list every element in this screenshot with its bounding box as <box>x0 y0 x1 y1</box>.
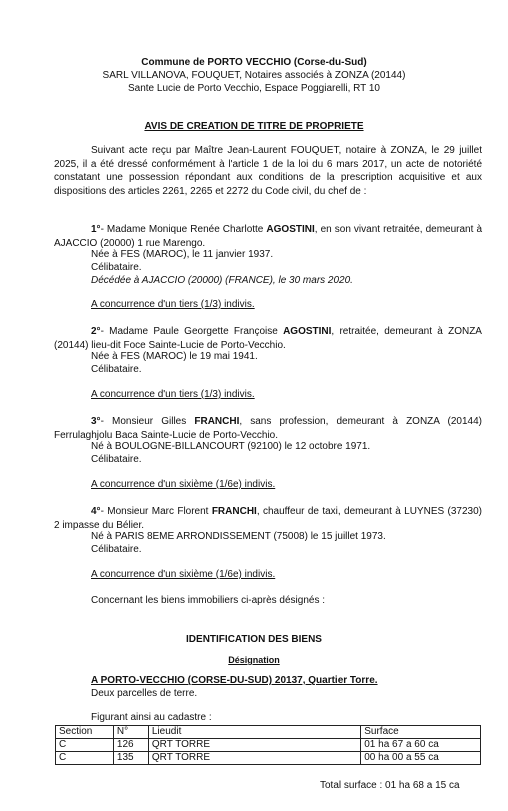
person-2-status: Célibataire. <box>91 364 142 375</box>
table-header-row <box>56 726 481 739</box>
notary-address: Sante Lucie de Porto Vecchio, Espace Poggiarelli, RT 10 <box>127 83 380 94</box>
notary-office: SARL VILLANOVA, FOUQUET, Notaires associés à ZONZA (20144) <box>102 70 406 81</box>
person-1-status: Célibataire. <box>91 262 142 273</box>
table-row <box>56 752 481 765</box>
document-title: AVIS DE CREATION DE TITRE DE PROPRIETE <box>144 121 364 132</box>
person-3-number: 3° <box>91 416 101 427</box>
person-3-status: Célibataire. <box>91 454 142 465</box>
person-3-paragraph <box>54 415 482 442</box>
person-1-surname: AGOSTINI <box>266 224 315 235</box>
property-location: A PORTO-VECCHIO (CORSE-DU-SUD) 20137, Quartier Torre. <box>91 675 378 686</box>
person-2-suffix: , retraitée, demeurant à ZONZA (20144) lieu-dit Foce Sainte-Lucie de Porto-Vecchio. <box>54 326 482 351</box>
person-4-paragraph <box>54 505 482 532</box>
property-description: Deux parcelles de terre. <box>91 688 198 699</box>
person-4-suffix: , chauffeur de taxi, demeurant à LUYNES (37230) 2 impasse du Bélier. <box>54 506 482 531</box>
total-surface: Total surface : 01 ha 68 a 15 ca <box>320 780 460 791</box>
person-4-prefix: - Monsieur Marc Florent <box>100 506 212 517</box>
cadastre-table <box>55 725 481 765</box>
person-2-birth: Née à FES (MAROC) le 19 mai 1941. <box>91 351 258 362</box>
commune-heading: Commune de PORTO VECCHIO (Corse-du-Sud) <box>141 57 367 68</box>
person-2-paragraph <box>54 325 482 352</box>
person-3-suffix: , sans profession, demeurant à ZONZA (20144) Ferrulaghjolu Baca Sainte-Lucie de Porto-Vecchio. <box>54 416 482 441</box>
cell-lieudit: QRT TORRE <box>148 739 360 752</box>
person-4-number: 4° <box>91 506 101 517</box>
header-surface: Surface <box>361 726 481 739</box>
person-4-share: A concurrence d'un sixième (1/6e) indivis. <box>91 569 276 580</box>
person-3-share: A concurrence d'un sixième (1/6e) indivis. <box>91 479 276 490</box>
header-lieudit: Lieudit <box>148 726 360 739</box>
table-row <box>56 739 481 752</box>
cell-section: C <box>56 752 114 765</box>
header-number: N° <box>113 726 148 739</box>
person-2-surname: AGOSTINI <box>283 326 332 337</box>
intro-paragraph <box>54 144 482 198</box>
person-2-number: 2° <box>91 326 101 337</box>
person-3-surname: FRANCHI <box>194 416 240 427</box>
person-4-surname: FRANCHI <box>211 506 257 517</box>
cadastre-intro: Figurant ainsi au cadastre : <box>91 712 212 723</box>
cell-surface: 01 ha 67 a 60 ca <box>361 739 481 752</box>
person-3-birth: Né à BOULOGNE-BILLANCOURT (92100) le 12 octobre 1971. <box>91 441 371 452</box>
person-1-paragraph <box>54 223 482 250</box>
concerning-text: Concernant les biens immobiliers ci-après désignés : <box>91 595 325 606</box>
cell-surface: 00 ha 00 a 55 ca <box>361 752 481 765</box>
header-section: Section <box>56 726 114 739</box>
person-1-birth: Née à FES (MAROC), le 11 janvier 1937. <box>91 249 274 260</box>
designation-heading: Désignation <box>228 655 280 665</box>
person-1-share: A concurrence d'un tiers (1/3) indivis. <box>91 299 255 310</box>
person-1-number: 1° <box>91 224 101 235</box>
intro-text: Suivant acte reçu par Maître Jean-Laurent FOUQUET, notaire à ZONZA, le 29 juillet 2025, il a été dressé conformément à l'article 1 de la loi du 6 mars 2017, un acte de notoriété constatant une possession répondant aux conditions de la prescription acquisitive et aux dispositions des articles 2261, 2265 et 2272 du Code civil, du chef de : <box>54 145 482 197</box>
person-3-prefix: - Monsieur Gilles <box>100 416 195 427</box>
person-1-prefix: - Madame Monique Renée Charlotte <box>100 224 267 235</box>
cell-number: 126 <box>113 739 148 752</box>
person-1-death: Décédée à AJACCIO (20000) (FRANCE), le 30 mars 2020. <box>91 275 353 286</box>
person-2-prefix: - Madame Paule Georgette Françoise <box>100 326 284 337</box>
person-2-share: A concurrence d'un tiers (1/3) indivis. <box>91 389 255 400</box>
cell-number: 135 <box>113 752 148 765</box>
identification-heading: IDENTIFICATION DES BIENS <box>186 634 322 645</box>
person-4-birth: Né à PARIS 8EME ARRONDISSEMENT (75008) le 15 juillet 1973. <box>91 531 386 542</box>
cell-section: C <box>56 739 114 752</box>
person-4-status: Célibataire. <box>91 544 142 555</box>
person-1-suffix: , en son vivant retraitée, demeurant à AJACCIO (20000) 1 rue Marengo. <box>54 224 483 249</box>
cell-lieudit: QRT TORRE <box>148 752 360 765</box>
